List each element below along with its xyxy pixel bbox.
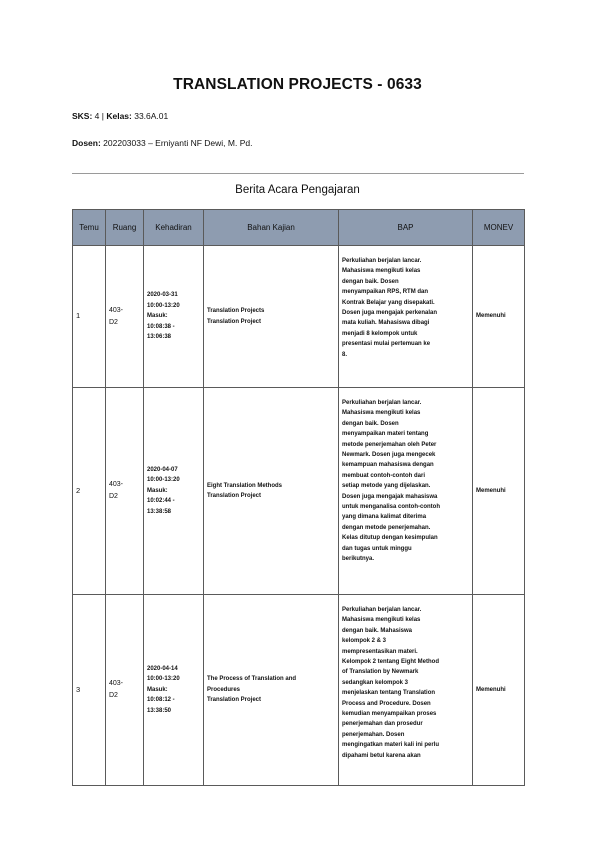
cell-ruang-line: D2: [109, 493, 118, 500]
header-temu: Temu: [73, 210, 106, 246]
cell-kehadiran-line: 10:08:12 -: [147, 697, 175, 704]
cell-kehadiran-line: 13:38:50: [147, 707, 172, 714]
cell-ruang: [106, 595, 144, 786]
cell-bap-line: Perkuliahan berjalan lancar.: [342, 258, 422, 264]
cell-bap-line: menjadi 8 kelompok untuk: [342, 330, 418, 337]
cell-ruang-line: 403-: [109, 680, 124, 687]
cell-bahan-kajian: [204, 388, 339, 595]
cell-kehadiran-line: 10:02:44 -: [147, 498, 175, 505]
cell-bap-line: Dosen juga mengajak mahasiswa: [342, 493, 438, 500]
cell-bap-line: Mahasiswa mengikuti kelas: [342, 268, 421, 275]
cell-bap-line: untuk menganalisa contoh-contoh: [342, 504, 441, 511]
cell-kehadiran-line: 10:00-13:20: [147, 302, 180, 309]
cell-bap-line: Newmark. Dosen juga mengecek: [342, 452, 436, 459]
cell-kehadiran: [144, 246, 204, 388]
cell-kehadiran-line: 13:38:58: [147, 508, 172, 515]
cell-kehadiran-line: Masuk:: [147, 686, 168, 693]
cell-ruang: [106, 388, 144, 595]
cell-bap-line: Kelompok 2 tentang Eight Method: [342, 659, 439, 666]
cell-bahan-kajian-line: Translation Project: [207, 493, 262, 499]
divider: [72, 173, 524, 174]
cell-bap-line: 8.: [342, 351, 348, 358]
cell-bap: [339, 595, 473, 786]
cell-ruang: [106, 246, 144, 388]
cell-bap-line: menyampaikan RPS, RTM dan: [342, 289, 429, 296]
cell-monev: Memenuhi: [473, 595, 525, 786]
cell-kehadiran-line: 10:00-13:20: [147, 477, 180, 484]
cell-ruang-line: 403-: [109, 306, 124, 314]
cell-bap-line: Perkuliahan berjalan lancar.: [342, 400, 422, 406]
berita-acara-table: [72, 209, 525, 786]
cell-bap-line: menjelaskan tentang Translation: [342, 690, 436, 697]
cell-bahan-kajian-line: Procedures: [207, 686, 241, 693]
page-title: TRANSLATION PROJECTS - 0633: [173, 76, 422, 93]
cell-bap-line: menyampaikan materi tentang: [342, 431, 429, 438]
cell-bap-line: Mahasiswa mengikuti kelas: [342, 617, 421, 624]
course-info: [72, 111, 168, 121]
cell-bap-line: dengan baik. Dosen: [342, 278, 399, 285]
cell-bahan-kajian: [204, 595, 339, 786]
cell-bap-line: mata kuliah. Mahasiswa dibagi: [342, 320, 430, 327]
cell-bahan-kajian-line: The Process of Translation and: [207, 676, 297, 683]
cell-kehadiran-line: 13:06:38: [147, 334, 172, 341]
table-header-row: [73, 210, 525, 246]
cell-kehadiran-line: 10:00-13:20: [147, 676, 180, 683]
header-ruang: Ruang: [106, 210, 144, 246]
cell-bap-line: Dosen juga mengajak perkenalan: [342, 310, 438, 317]
cell-ruang-line: 403-: [109, 481, 124, 488]
cell-bap-line: setiap metode yang dijelaskan.: [342, 483, 431, 490]
cell-bap: [339, 246, 473, 388]
header-kehadiran: Kehadiran: [144, 210, 204, 246]
lecturer-info: [72, 138, 252, 148]
table-row: [73, 246, 525, 388]
cell-kehadiran-line: Masuk:: [147, 313, 168, 320]
sks-value: 4 |: [92, 111, 107, 121]
cell-bap-line: yang dimana kalimat diterima: [342, 514, 427, 521]
cell-bap-line: metode penerjemahan oleh Peter: [342, 441, 437, 448]
cell-ruang-line: D2: [109, 692, 118, 699]
cell-bap-line: kemudian menyampaikan proses: [342, 711, 437, 718]
cell-bahan-kajian: [204, 246, 339, 388]
cell-bap: [339, 388, 473, 595]
cell-bap-line: Process and Procedure. Dosen: [342, 700, 431, 707]
cell-ruang-line: D2: [109, 318, 118, 326]
cell-bap-line: dengan baik. Mahasiswa: [342, 627, 413, 634]
cell-temu: 1: [73, 246, 106, 388]
cell-kehadiran-line: 2020-03-31: [147, 292, 178, 299]
header-monev: MONEV: [473, 210, 525, 246]
cell-kehadiran-line: 10:08:38 -: [147, 323, 175, 330]
cell-bap-line: dengan baik. Dosen: [342, 420, 399, 427]
kelas-value: 33.6A.01: [131, 111, 169, 121]
cell-bap-line: dengan metode penerjemahan.: [342, 524, 431, 531]
cell-bahan-kajian-line: Translation Project: [207, 318, 262, 325]
cell-bap-line: penerjemahan. Dosen: [342, 731, 405, 738]
section-title: Berita Acara Pengajaran: [235, 184, 360, 196]
cell-bap-line: sedangkan kelompok 3: [342, 679, 409, 686]
table-row: [73, 595, 525, 786]
cell-kehadiran-line: 2020-04-07: [147, 466, 178, 473]
cell-bap-line: dipahami betul karena akan: [342, 752, 421, 759]
cell-bap-line: mempresentasikan materi.: [342, 648, 418, 655]
header-bap: BAP: [339, 210, 473, 246]
cell-bap-line: Kelas ditutup dengan kesimpulan: [342, 535, 438, 542]
dosen-label: Dosen:: [72, 138, 101, 148]
cell-kehadiran-line: Masuk:: [147, 487, 168, 494]
cell-bahan-kajian-line: Translation Projects: [207, 308, 265, 315]
cell-bahan-kajian-line: Eight Translation Methods: [207, 482, 283, 489]
cell-bap-line: Kontrak Belajar yang disepakati.: [342, 299, 435, 306]
cell-bap-line: berikutnya.: [342, 556, 375, 563]
cell-bap-line: Mahasiswa mengikuti kelas: [342, 410, 421, 417]
cell-kehadiran: [144, 388, 204, 595]
cell-temu: 2: [73, 388, 106, 595]
cell-temu: 3: [73, 595, 106, 786]
cell-bap-line: kelompok 2 & 3: [342, 638, 387, 645]
cell-bap-line: penerjemahan dan prosedur: [342, 721, 423, 728]
cell-kehadiran-line: 2020-04-14: [147, 665, 178, 672]
cell-bap-line: dan tugas untuk minggu: [342, 545, 412, 552]
cell-bap-line: membuat contoh-contoh dari: [342, 472, 425, 479]
cell-bap-line: of Translation by Newmark: [342, 669, 419, 676]
cell-bap-line: kemampuan mahasiswa dengan: [342, 462, 434, 469]
cell-bahan-kajian-line: Translation Project: [207, 697, 262, 704]
sks-label: SKS:: [72, 111, 93, 121]
dosen-value: 202203033 – Erniyanti NF Dewi, M. Pd.: [100, 138, 253, 148]
cell-bap-line: mengingatkan materi kali ini perlu: [342, 742, 440, 749]
table-row: [73, 388, 525, 595]
kelas-label: Kelas:: [106, 111, 132, 121]
cell-bap-line: Perkuliahan berjalan lancar.: [342, 607, 422, 613]
header-bahan-kajian: Bahan Kajian: [204, 210, 339, 246]
cell-bap-line: presentasi mulai pertemuan ke: [342, 341, 431, 348]
cell-kehadiran: [144, 595, 204, 786]
cell-monev: Memenuhi: [473, 388, 525, 595]
cell-monev: Memenuhi: [473, 246, 525, 388]
